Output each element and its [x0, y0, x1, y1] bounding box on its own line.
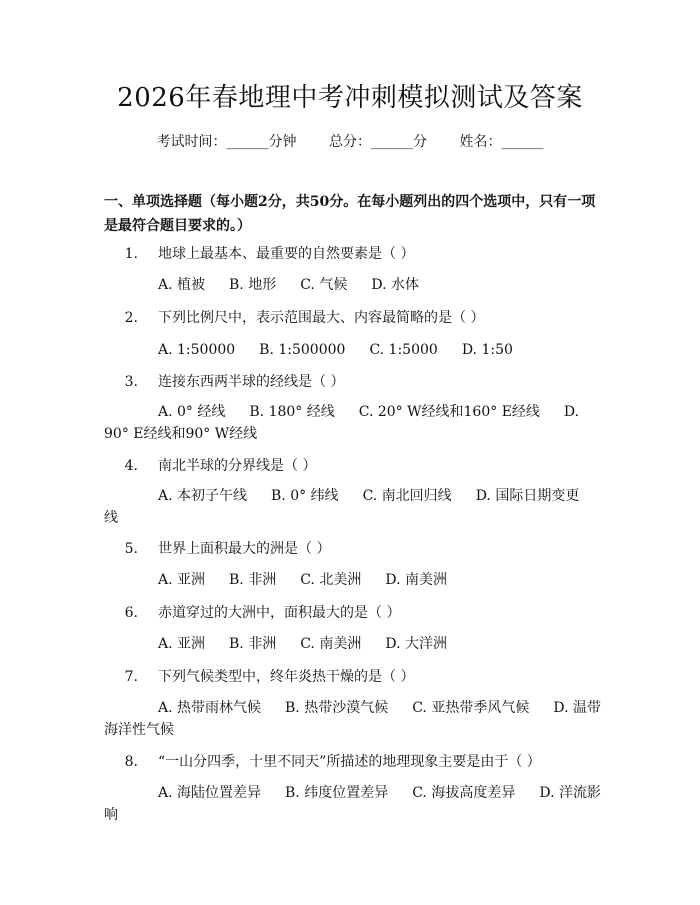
question-number: 1.: [124, 246, 138, 262]
option-b: B. 非洲: [229, 636, 277, 652]
question-4-options: [104, 485, 604, 529]
question-number: 6.: [124, 605, 138, 621]
option-a: A. 亚洲: [158, 636, 206, 652]
question-8-options: [104, 782, 604, 826]
question-text: 地球上最基本、最重要的自然要素是（ ）: [158, 246, 415, 262]
question-1: [104, 244, 604, 264]
question-number: 7.: [124, 669, 138, 685]
question-number: 5.: [124, 541, 138, 557]
option-d: D. 国际日期变更线: [104, 488, 580, 526]
option-b: B. 地形: [229, 277, 277, 293]
option-b: B. 1:500000: [259, 342, 346, 358]
option-d: D. 南美洲: [385, 572, 447, 588]
option-a: A. 本初子午线: [158, 488, 248, 504]
exam-meta: [0, 132, 700, 152]
question-number: 2.: [124, 310, 138, 326]
question-text: 下列比例尺中，表示范围最大、内容最简略的是（ ）: [158, 310, 485, 326]
question-6: [104, 603, 604, 623]
option-c: C. 气候: [300, 277, 348, 293]
question-2-options: [104, 339, 604, 361]
question-6-options: [104, 633, 604, 655]
option-c: C. 1:5000: [369, 342, 438, 358]
question-text: 世界上面积最大的洲是（ ）: [158, 541, 331, 557]
student-name: 姓名：______: [459, 134, 544, 150]
option-d: D. 1:50: [461, 342, 513, 358]
question-number: 8.: [124, 754, 138, 770]
option-b: B. 0° 纬线: [271, 488, 339, 504]
option-c: C. 亚热带季风气候: [412, 700, 530, 716]
question-text: 连接东西两半球的经线是（ ）: [158, 374, 345, 390]
option-a: A. 热带雨林气候: [158, 700, 262, 716]
question-3-options: [104, 401, 604, 445]
option-d: D. 温带海洋性气候: [104, 700, 601, 738]
question-5-options: [104, 569, 604, 591]
option-d: D. 水体: [371, 277, 419, 293]
question-3: [104, 372, 604, 392]
question-8: [104, 752, 604, 772]
question-text: 下列气候类型中，终年炎热干燥的是（ ）: [158, 669, 415, 685]
option-c: C. 南北回归线: [362, 488, 452, 504]
question-7: [104, 667, 604, 687]
exam-score: 总分：______分: [329, 134, 427, 150]
option-d: D. 洋流影响: [104, 785, 601, 823]
option-a: A. 亚洲: [158, 572, 206, 588]
question-text: 南北半球的分界线是（ ）: [158, 458, 317, 474]
question-text: “一山分四季，十里不同天”所描述的地理现象主要是由于（ ）: [158, 754, 541, 770]
option-b: B. 热带沙漠气候: [285, 700, 389, 716]
question-number: 4.: [124, 458, 138, 474]
section-heading: 一、单项选择题（每小题2分，共50分。在每小题列出的四个选项中，只有一项是最符合题目要求的。）: [104, 194, 596, 234]
question-4: [104, 456, 604, 476]
option-b: B. 180° 经线: [249, 404, 335, 420]
option-a: A. 植被: [158, 277, 206, 293]
option-d: D. 大洋洲: [385, 636, 447, 652]
question-7-options: [104, 697, 604, 741]
option-a: A. 1:50000: [158, 342, 236, 358]
page-title: 2026年春地理中考冲刺模拟测试及答案: [117, 83, 583, 113]
option-c: C. 北美洲: [300, 572, 362, 588]
question-5: [104, 539, 604, 559]
question-1-options: [104, 274, 604, 296]
question-2: [104, 308, 604, 328]
question-text: 赤道穿过的大洲中，面积最大的是（ ）: [158, 605, 401, 621]
option-a: A. 海陆位置差异: [158, 785, 262, 801]
option-a: A. 0° 经线: [158, 404, 226, 420]
option-d: D. 90° E经线和90° W经线: [104, 404, 580, 442]
option-b: B. 纬度位置差异: [285, 785, 389, 801]
option-c: C. 20° W经线和160° E经线: [358, 404, 540, 420]
exam-time: 考试时间：______分钟: [156, 134, 297, 150]
question-number: 3.: [124, 374, 138, 390]
option-c: C. 海拔高度差异: [412, 785, 516, 801]
option-b: B. 非洲: [229, 572, 277, 588]
option-c: C. 南美洲: [300, 636, 362, 652]
